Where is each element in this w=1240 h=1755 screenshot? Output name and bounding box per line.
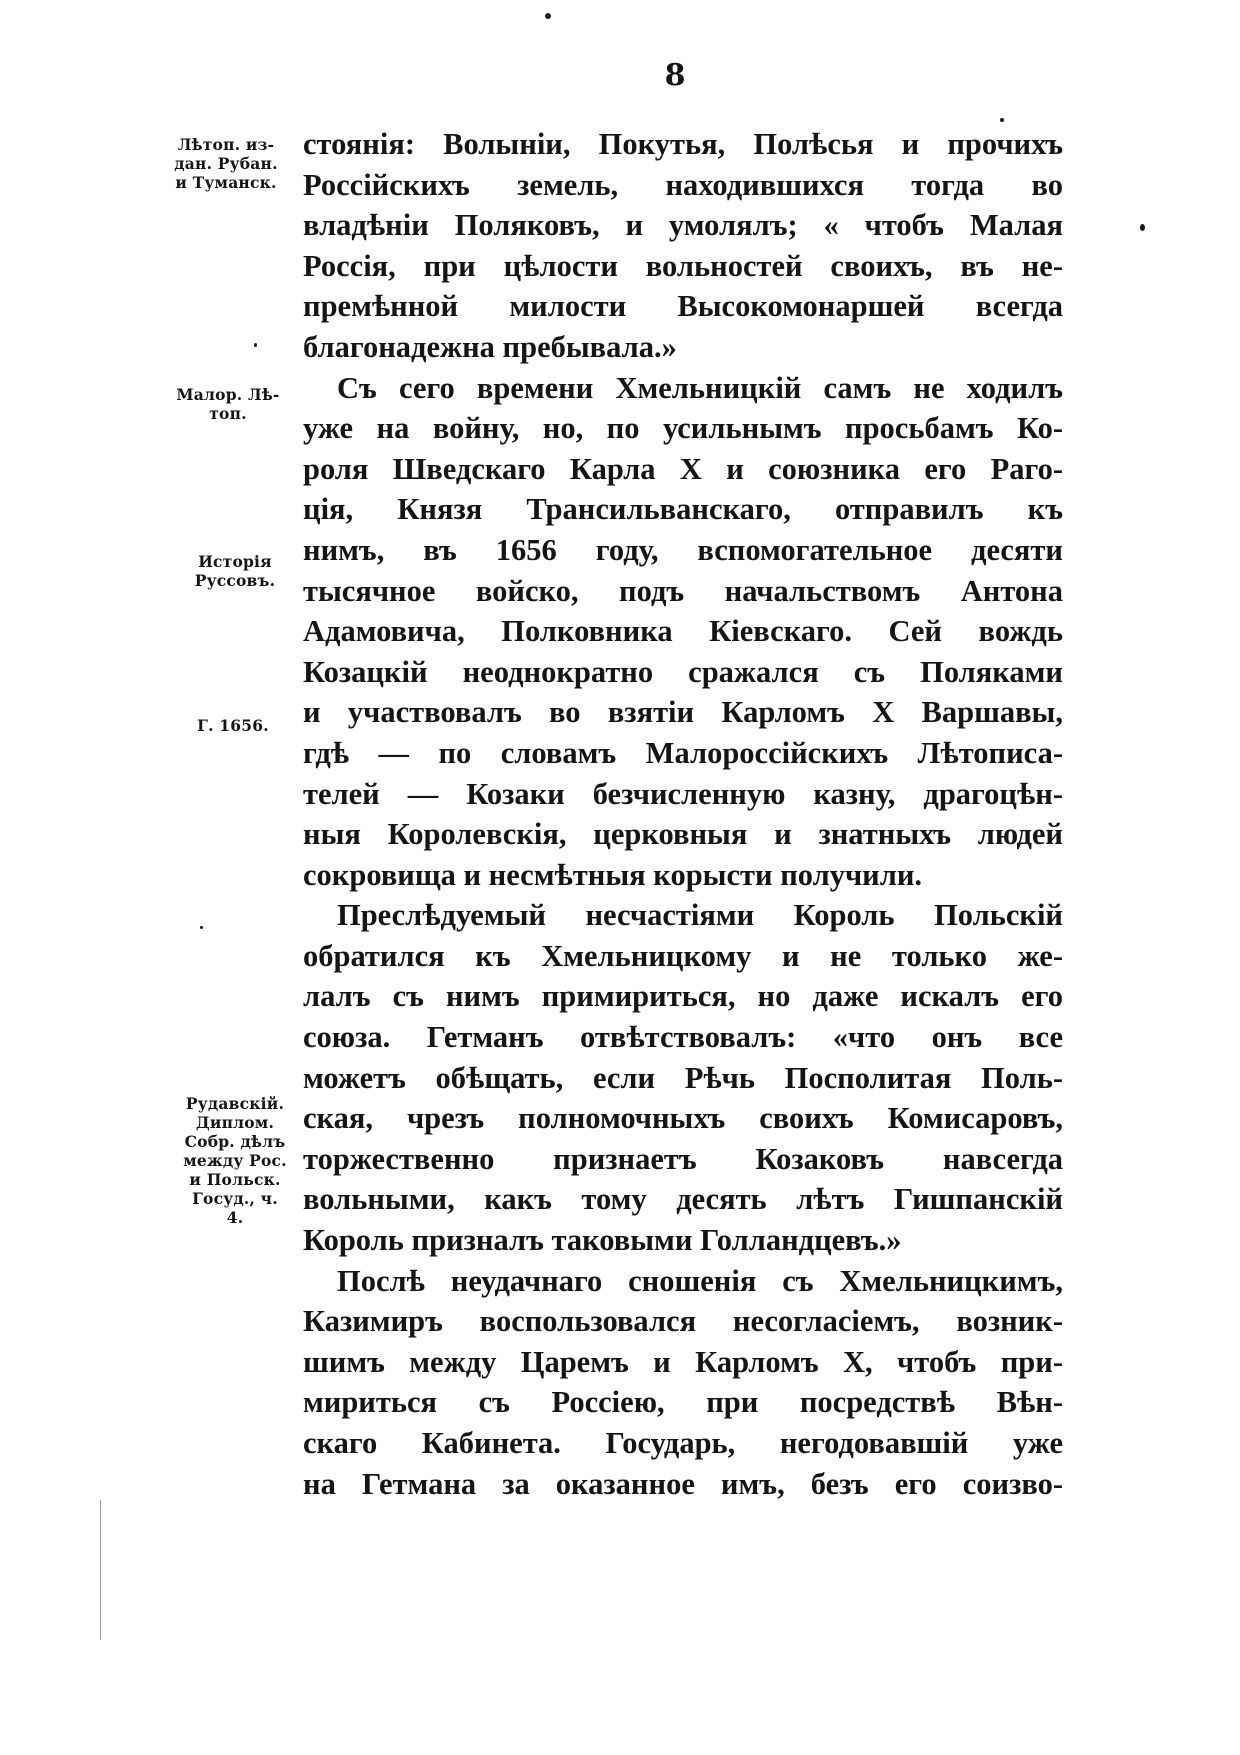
margin-note-line: Рудавскій. — [185, 1094, 285, 1113]
body-line: Россія, при цѣлости вольностей своихъ, въ не- — [303, 248, 1063, 283]
margin-note-line: между Рос. — [183, 1151, 287, 1170]
margin-note-line: и Туманск. — [175, 173, 277, 192]
scan-speck — [1140, 224, 1145, 231]
body-line: Козацкій неоднократно сражался съ Поляками — [303, 654, 1063, 689]
body-line: Преслѣдуемый несчастіями Король Польскій — [337, 898, 1063, 933]
page-number: 8 — [664, 58, 686, 93]
scan-speck — [1000, 118, 1004, 122]
body-line: владѣніи Поляковъ, и умолялъ; « чтобъ Малая — [303, 208, 1063, 243]
margin-note-line: Г. 1656. — [197, 716, 269, 735]
body-line: Съ сего времени Хмельницкій самъ не ходилъ — [337, 370, 1063, 405]
scan-edge-mark — [100, 1500, 101, 1640]
body-line: на Гетмана за оказанное имъ, безъ его соизво- — [303, 1466, 1063, 1501]
body-line: ская, чрезъ полномочныхъ своихъ Комисаровъ, — [303, 1101, 1063, 1136]
body-line: мириться съ Россіею, при посредствѣ Вѣн- — [303, 1385, 1063, 1420]
scan-speck — [254, 343, 257, 347]
body-line: шимъ между Царемъ и Карломъ Х, чтобъ при- — [303, 1344, 1063, 1379]
body-line: союза. Гетманъ отвѣтствовалъ: «что онъ все — [303, 1020, 1063, 1055]
body-line: можетъ обѣщать, если Рѣчь Посполитая Поль- — [303, 1060, 1063, 1095]
margin-note-line: Госуд., ч. — [192, 1189, 278, 1208]
margin-note-line: Малор. Лѣ- — [176, 385, 280, 404]
scan-speck — [200, 926, 203, 929]
body-text — [303, 124, 1063, 1504]
body-line: стоянія: Волыніи, Покутья, Полѣсья и прочихъ — [303, 127, 1063, 161]
margin-note-line: топ. — [209, 404, 247, 423]
body-line: гдѣ — по словамъ Малороссійскихъ Лѣтописа- — [303, 735, 1063, 770]
margin-note-history-of-rus — [180, 552, 290, 590]
body-line: вольными, какъ тому десять лѣтъ Гишпанскій — [303, 1182, 1063, 1217]
margin-note-little-russian-chronicle — [158, 385, 298, 423]
body-line: роля Шведскаго Карла Х и союзника его Раго- — [303, 451, 1063, 486]
body-line: благонадежна пребывала.» — [303, 329, 677, 364]
body-line: телей — Козаки безчисленную казну, драгоцѣн- — [303, 776, 1063, 811]
margin-note-line: Лѣтоп. из- — [177, 135, 275, 154]
body-line: премѣнной милости Высокомонаршей всегда — [303, 289, 1063, 324]
body-line: уже на войну, но, по усильнымъ просьбамъ Ко- — [303, 411, 1063, 446]
margin-note-chronicle-rubin — [152, 135, 300, 192]
margin-note-line: Исторія — [198, 552, 272, 571]
body-line: ція, Князя Трансильванскаго, отправилъ къ — [303, 492, 1063, 527]
margin-note-year — [178, 716, 288, 735]
body-line: Россійскихъ земель, находившихся тогда во — [303, 167, 1063, 202]
body-line: скаго Кабинета. Государь, негодовавшій уже — [303, 1426, 1063, 1460]
body-line: сокровища и несмѣтныя корысти получили. — [303, 857, 923, 892]
body-line: Послѣ неудачнаго сношенія съ Хмельницкимъ, — [337, 1263, 1063, 1298]
margin-note-line: Собр. дѣлъ — [184, 1132, 286, 1151]
body-line: ныя Королевскія, церковныя и знатныхъ людей — [303, 817, 1063, 852]
margin-note-rudavsky-diplomatic — [170, 1094, 300, 1227]
body-line: Адамовича, Полковника Кіевскаго. Сей вождь — [303, 614, 1063, 649]
body-line: нимъ, въ 1656 году, вспомогательное десяти — [303, 532, 1063, 567]
body-line: Казимиръ воспользовался несогласіемъ, возник- — [303, 1304, 1063, 1339]
body-line: торжественно признаетъ Козаковъ навсегда — [303, 1141, 1063, 1176]
margin-note-line: дан. Рубан. — [174, 154, 278, 173]
body-line: Король призналъ таковыми Голландцевъ.» — [303, 1223, 902, 1258]
margin-note-line: 4. — [226, 1208, 244, 1227]
scan-speck — [545, 13, 551, 19]
margin-note-line: Руссовъ. — [194, 571, 276, 590]
body-line: лалъ съ нимъ примириться, но даже искалъ его — [303, 979, 1063, 1014]
margin-note-line: Диплом. — [195, 1113, 275, 1132]
margin-note-line: и Польск. — [189, 1170, 281, 1189]
body-line: и участвовалъ во взятіи Карломъ Х Варшавы, — [303, 695, 1063, 730]
body-line: обратился къ Хмельницкому и не только же- — [303, 938, 1063, 973]
body-line: тысячное войско, подъ начальствомъ Антона — [303, 573, 1063, 608]
